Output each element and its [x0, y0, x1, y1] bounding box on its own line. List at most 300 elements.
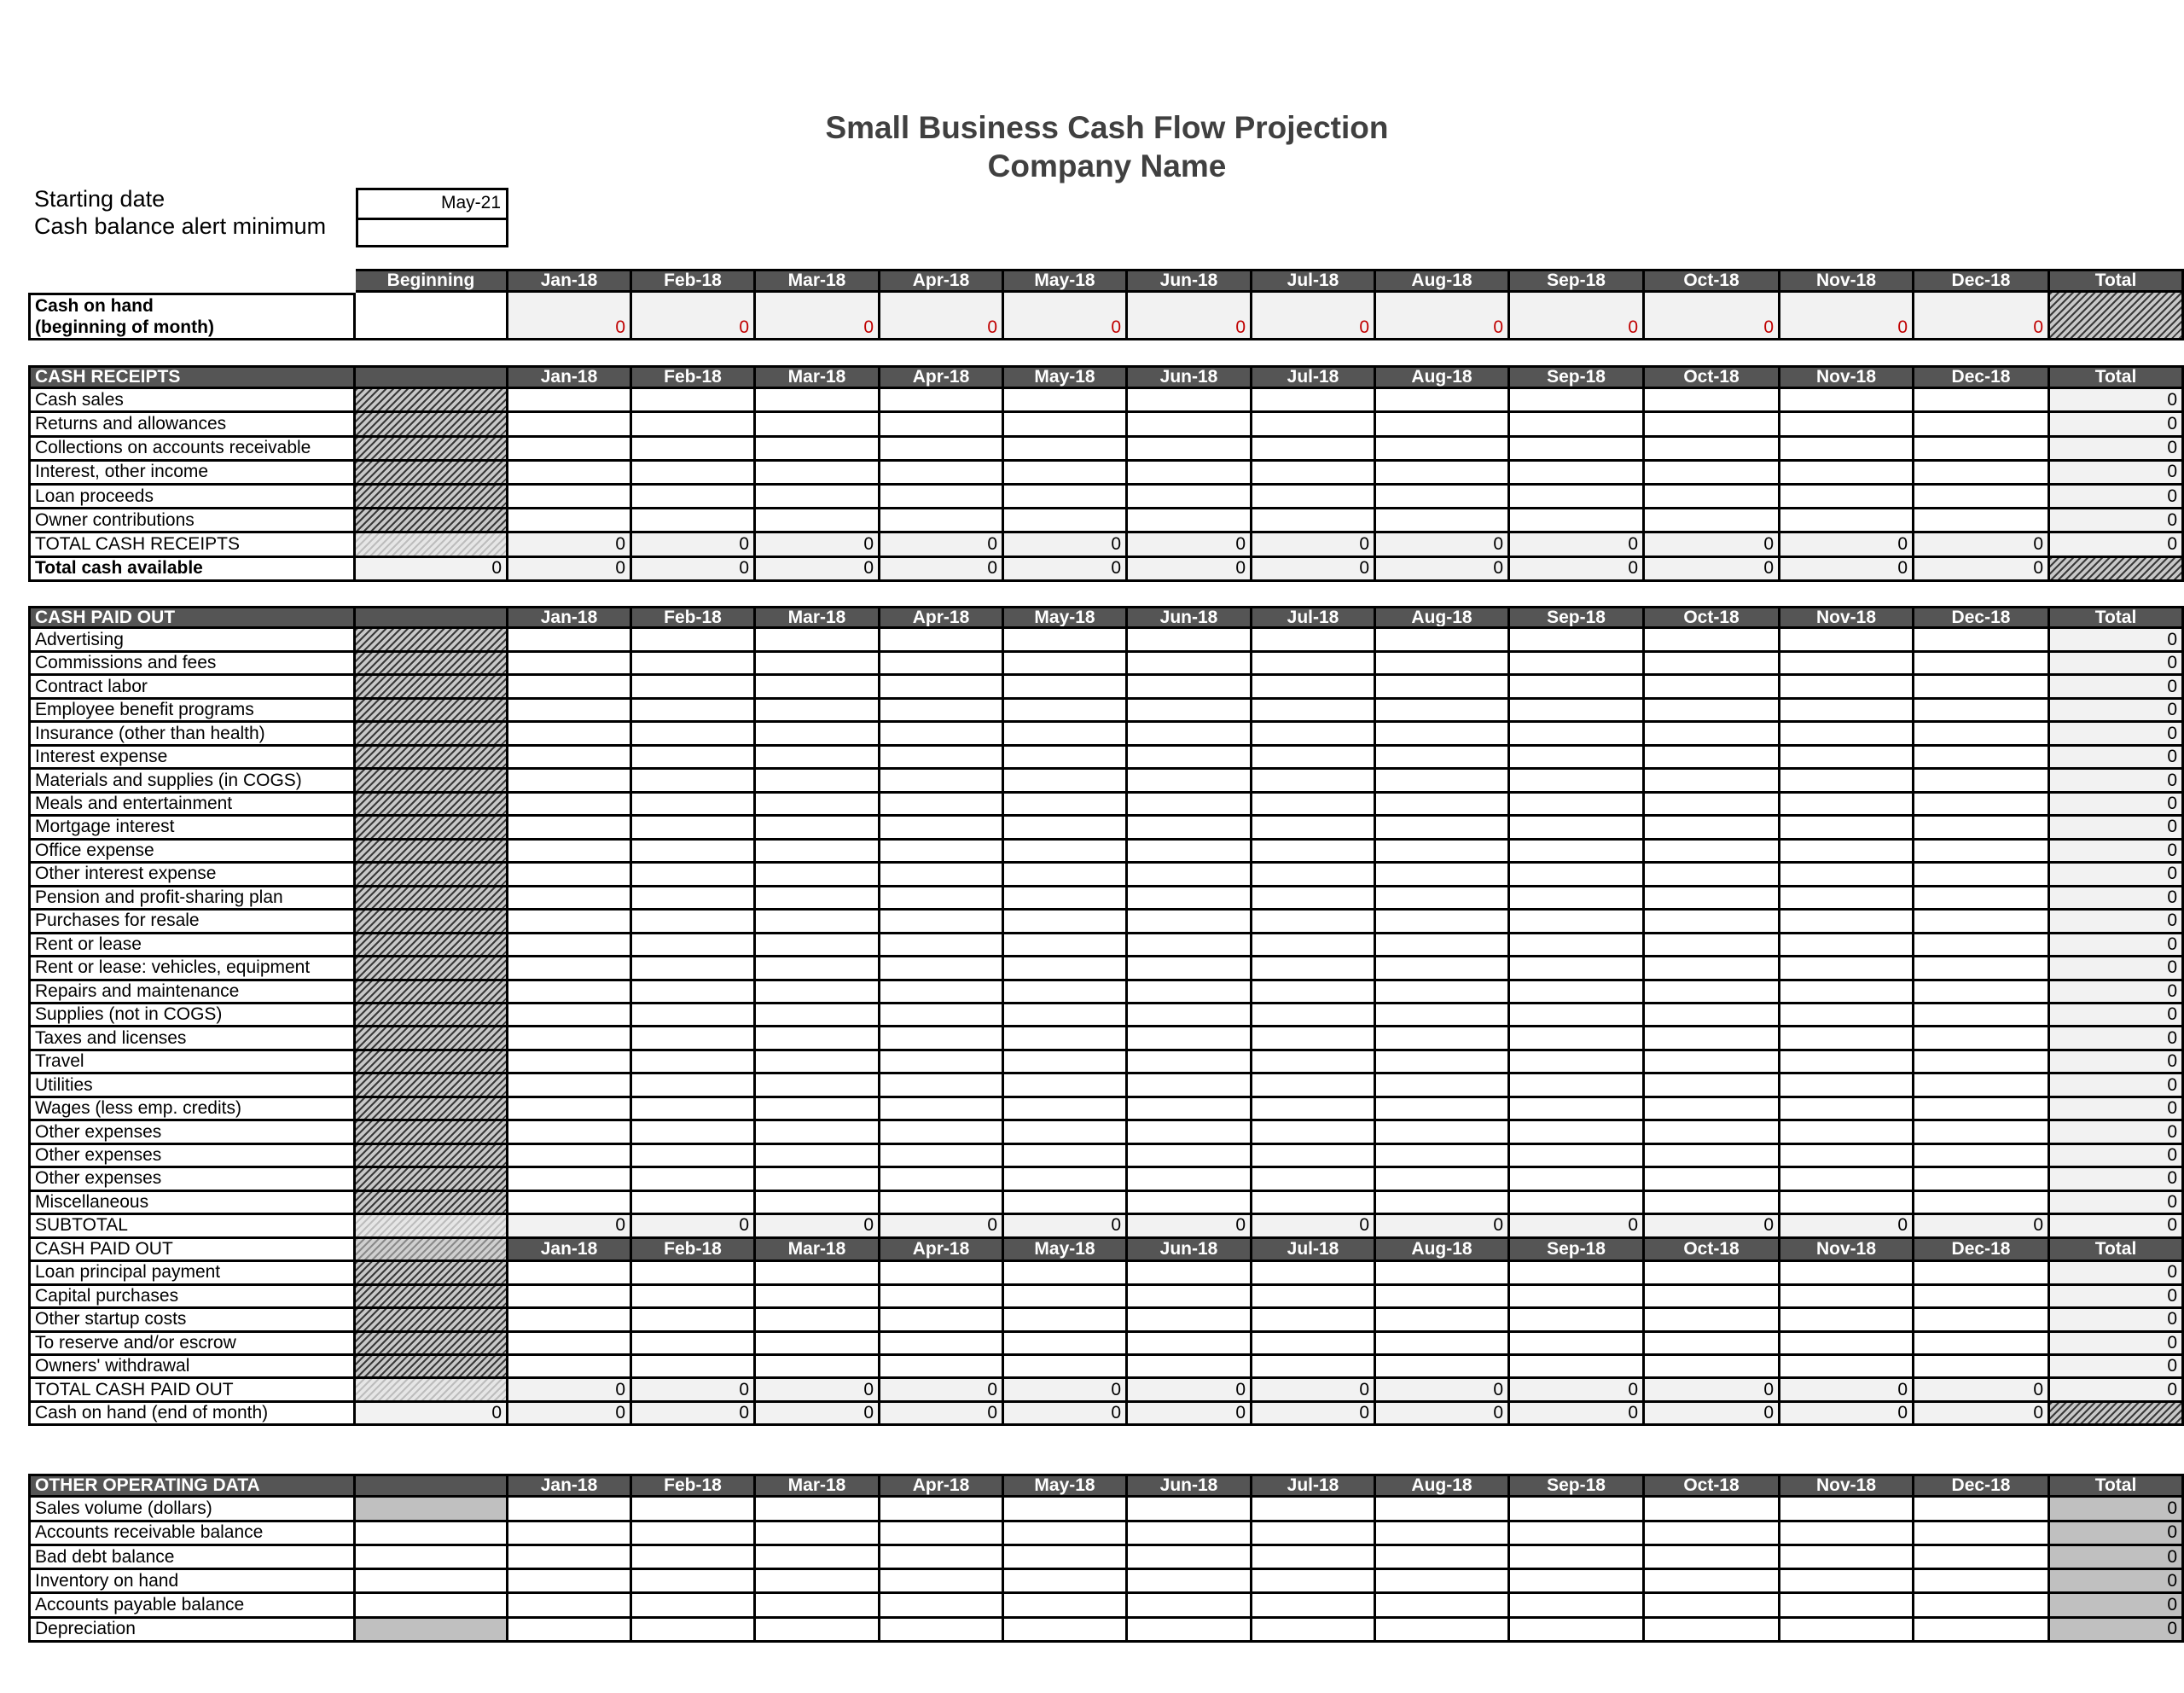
month-cell[interactable] — [632, 462, 756, 486]
month-cell[interactable] — [1645, 389, 1780, 413]
month-cell[interactable] — [1510, 817, 1645, 840]
month-cell[interactable] — [1780, 1356, 1914, 1379]
month-cell[interactable] — [1128, 1356, 1252, 1379]
month-cell[interactable] — [1376, 1594, 1510, 1618]
month-cell[interactable] — [756, 1522, 880, 1546]
month-cell[interactable] — [1914, 794, 2050, 817]
month-cell[interactable] — [1376, 1546, 1510, 1570]
month-cell[interactable] — [1645, 1619, 1780, 1643]
month-cell[interactable] — [1780, 1522, 1914, 1546]
month-cell[interactable] — [1510, 1168, 1645, 1191]
month-cell[interactable] — [1376, 438, 1510, 462]
month-cell[interactable] — [1645, 1051, 1780, 1074]
month-cell[interactable] — [1252, 770, 1376, 793]
month-cell[interactable] — [1376, 1027, 1510, 1050]
month-cell[interactable] — [632, 934, 756, 957]
month-cell[interactable] — [632, 770, 756, 793]
month-cell[interactable] — [1780, 1619, 1914, 1643]
month-cell[interactable] — [1252, 887, 1376, 910]
month-cell[interactable] — [508, 887, 632, 910]
month-cell[interactable] — [1376, 1333, 1510, 1356]
month-cell[interactable] — [1510, 887, 1645, 910]
month-cell[interactable] — [756, 413, 880, 437]
month-cell[interactable] — [1645, 1498, 1780, 1521]
month-cell[interactable] — [1004, 1522, 1128, 1546]
month-cell[interactable] — [1252, 1546, 1376, 1570]
month-cell[interactable] — [1914, 1145, 2050, 1168]
month-cell[interactable] — [1004, 413, 1128, 437]
month-cell[interactable] — [1128, 1570, 1252, 1594]
month-cell[interactable] — [880, 1570, 1004, 1594]
month-cell[interactable] — [1914, 770, 2050, 793]
month-cell[interactable] — [1376, 653, 1510, 676]
month-cell[interactable] — [1510, 438, 1645, 462]
month-cell[interactable] — [1376, 1168, 1510, 1191]
month-cell[interactable] — [508, 1619, 632, 1643]
month-cell[interactable] — [1004, 389, 1128, 413]
starting-date-input[interactable]: May-21 — [440, 193, 501, 212]
month-cell[interactable] — [1914, 413, 2050, 437]
month-cell[interactable] — [508, 486, 632, 509]
month-cell[interactable] — [1510, 1286, 1645, 1309]
month-cell[interactable] — [1252, 1356, 1376, 1379]
month-cell[interactable] — [1004, 1004, 1128, 1027]
month-cell[interactable] — [880, 486, 1004, 509]
cash-alert-input[interactable] — [358, 218, 506, 245]
month-cell[interactable] — [1780, 770, 1914, 793]
month-cell[interactable] — [1914, 438, 2050, 462]
month-cell[interactable] — [880, 981, 1004, 1004]
month-cell[interactable] — [1004, 1098, 1128, 1121]
month-cell[interactable] — [1128, 1546, 1252, 1570]
month-cell[interactable] — [508, 1074, 632, 1097]
month-cell[interactable] — [756, 723, 880, 746]
month-cell[interactable] — [632, 653, 756, 676]
month-cell[interactable] — [1645, 1262, 1780, 1285]
month-cell[interactable] — [632, 1004, 756, 1027]
month-cell[interactable] — [1780, 957, 1914, 980]
month-cell[interactable] — [1128, 841, 1252, 864]
month-cell[interactable] — [508, 957, 632, 980]
month-cell[interactable] — [880, 1121, 1004, 1144]
month-cell[interactable] — [508, 934, 632, 957]
month-cell[interactable] — [756, 841, 880, 864]
month-cell[interactable] — [1914, 1356, 2050, 1379]
month-cell[interactable] — [880, 1356, 1004, 1379]
month-cell[interactable] — [508, 1121, 632, 1144]
month-cell[interactable] — [1780, 1098, 1914, 1121]
month-cell[interactable] — [1252, 389, 1376, 413]
month-cell[interactable] — [1004, 1498, 1128, 1521]
month-cell[interactable] — [1510, 1333, 1645, 1356]
month-cell[interactable] — [1376, 1570, 1510, 1594]
month-cell[interactable] — [1780, 981, 1914, 1004]
month-cell[interactable] — [1914, 817, 2050, 840]
month-cell[interactable] — [756, 1594, 880, 1618]
month-cell[interactable] — [508, 1168, 632, 1191]
month-cell[interactable] — [1645, 981, 1780, 1004]
month-cell[interactable] — [1128, 676, 1252, 699]
month-cell[interactable] — [632, 957, 756, 980]
month-cell[interactable] — [880, 1546, 1004, 1570]
month-cell[interactable] — [1510, 1594, 1645, 1618]
month-cell[interactable] — [1914, 723, 2050, 746]
month-cell[interactable] — [632, 413, 756, 437]
month-cell[interactable] — [1004, 841, 1128, 864]
month-cell[interactable] — [880, 723, 1004, 746]
month-cell[interactable] — [508, 509, 632, 533]
month-cell[interactable] — [1510, 1145, 1645, 1168]
month-cell[interactable] — [1645, 817, 1780, 840]
month-cell[interactable] — [1004, 1546, 1128, 1570]
month-cell[interactable] — [880, 1004, 1004, 1027]
month-cell[interactable] — [508, 413, 632, 437]
month-cell[interactable] — [1780, 723, 1914, 746]
month-cell[interactable] — [1510, 1098, 1645, 1121]
month-cell[interactable] — [1780, 1286, 1914, 1309]
month-cell[interactable] — [1004, 438, 1128, 462]
month-cell[interactable] — [756, 981, 880, 1004]
month-cell[interactable] — [632, 1262, 756, 1285]
month-cell[interactable] — [508, 629, 632, 652]
month-cell[interactable] — [1914, 957, 2050, 980]
month-cell[interactable] — [1645, 1333, 1780, 1356]
month-cell[interactable] — [1004, 864, 1128, 887]
month-cell[interactable] — [756, 934, 880, 957]
month-cell[interactable] — [756, 1145, 880, 1168]
month-cell[interactable] — [1914, 981, 2050, 1004]
month-cell[interactable] — [880, 438, 1004, 462]
month-cell[interactable] — [1780, 747, 1914, 770]
month-cell[interactable] — [1510, 934, 1645, 957]
month-cell[interactable] — [1645, 864, 1780, 887]
month-cell[interactable] — [1128, 723, 1252, 746]
month-cell[interactable] — [880, 1619, 1004, 1643]
month-cell[interactable] — [880, 864, 1004, 887]
month-cell[interactable] — [1914, 629, 2050, 652]
month-cell[interactable] — [1252, 438, 1376, 462]
month-cell[interactable] — [1645, 413, 1780, 437]
month-cell[interactable] — [1252, 462, 1376, 486]
month-cell[interactable] — [508, 1498, 632, 1521]
month-cell[interactable] — [1510, 981, 1645, 1004]
month-cell[interactable] — [1510, 723, 1645, 746]
month-cell[interactable] — [1252, 817, 1376, 840]
month-cell[interactable] — [1510, 864, 1645, 887]
month-cell[interactable] — [756, 887, 880, 910]
month-cell[interactable] — [1645, 1546, 1780, 1570]
month-cell[interactable] — [880, 934, 1004, 957]
month-cell[interactable] — [1376, 389, 1510, 413]
month-cell[interactable] — [1914, 1619, 2050, 1643]
month-cell[interactable] — [1376, 1522, 1510, 1546]
month-cell[interactable] — [1645, 462, 1780, 486]
month-cell[interactable] — [508, 1356, 632, 1379]
month-cell[interactable] — [1128, 509, 1252, 533]
month-cell[interactable] — [880, 1098, 1004, 1121]
month-cell[interactable] — [1128, 413, 1252, 437]
month-cell[interactable] — [1645, 629, 1780, 652]
company-name[interactable]: Company Name — [987, 148, 1227, 183]
month-cell[interactable] — [1645, 770, 1780, 793]
month-cell[interactable] — [1376, 1051, 1510, 1074]
month-cell[interactable] — [1252, 629, 1376, 652]
month-cell[interactable] — [1510, 910, 1645, 934]
month-cell[interactable] — [1780, 700, 1914, 723]
month-cell[interactable] — [880, 1192, 1004, 1215]
month-cell[interactable] — [1510, 700, 1645, 723]
month-cell[interactable] — [1004, 486, 1128, 509]
month-cell[interactable] — [1780, 1546, 1914, 1570]
month-cell[interactable] — [1645, 1286, 1780, 1309]
month-cell[interactable] — [1128, 1074, 1252, 1097]
month-cell[interactable] — [1252, 1192, 1376, 1215]
month-cell[interactable] — [1645, 957, 1780, 980]
month-cell[interactable] — [1004, 700, 1128, 723]
month-cell[interactable] — [1004, 817, 1128, 840]
month-cell[interactable] — [1128, 1286, 1252, 1309]
month-cell[interactable] — [1510, 1356, 1645, 1379]
month-cell[interactable] — [508, 653, 632, 676]
month-cell[interactable] — [756, 1309, 880, 1332]
month-cell[interactable] — [1128, 934, 1252, 957]
month-cell[interactable] — [1252, 1121, 1376, 1144]
month-cell[interactable] — [1376, 462, 1510, 486]
month-cell[interactable] — [1914, 700, 2050, 723]
month-cell[interactable] — [1376, 1498, 1510, 1521]
month-cell[interactable] — [756, 1262, 880, 1285]
month-cell[interactable] — [756, 462, 880, 486]
month-cell[interactable] — [1780, 413, 1914, 437]
month-cell[interactable] — [1252, 1168, 1376, 1191]
month-cell[interactable] — [756, 747, 880, 770]
month-cell[interactable] — [1645, 1145, 1780, 1168]
month-cell[interactable] — [1004, 462, 1128, 486]
month-cell[interactable] — [508, 1333, 632, 1356]
month-cell[interactable] — [632, 794, 756, 817]
month-cell[interactable] — [1914, 1027, 2050, 1050]
month-cell[interactable] — [1004, 934, 1128, 957]
month-cell[interactable] — [1780, 486, 1914, 509]
month-cell[interactable] — [1510, 1498, 1645, 1521]
month-cell[interactable] — [880, 1309, 1004, 1332]
month-cell[interactable] — [756, 1286, 880, 1309]
month-cell[interactable] — [756, 676, 880, 699]
month-cell[interactable] — [1780, 1498, 1914, 1521]
month-cell[interactable] — [1252, 841, 1376, 864]
month-cell[interactable] — [1780, 1168, 1914, 1191]
month-cell[interactable] — [756, 770, 880, 793]
month-cell[interactable] — [1780, 1570, 1914, 1594]
month-cell[interactable] — [632, 389, 756, 413]
month-cell[interactable] — [756, 438, 880, 462]
month-cell[interactable] — [756, 1027, 880, 1050]
month-cell[interactable] — [756, 1333, 880, 1356]
month-cell[interactable] — [1510, 841, 1645, 864]
month-cell[interactable] — [508, 1098, 632, 1121]
month-cell[interactable] — [1128, 1522, 1252, 1546]
month-cell[interactable] — [1004, 887, 1128, 910]
month-cell[interactable] — [1128, 438, 1252, 462]
month-cell[interactable] — [1252, 1619, 1376, 1643]
month-cell[interactable] — [1252, 794, 1376, 817]
beginning-cell[interactable] — [356, 1594, 508, 1618]
month-cell[interactable] — [1645, 1121, 1780, 1144]
month-cell[interactable] — [632, 438, 756, 462]
month-cell[interactable] — [1780, 841, 1914, 864]
month-cell[interactable] — [1376, 700, 1510, 723]
month-cell[interactable] — [508, 1570, 632, 1594]
month-cell[interactable] — [1252, 1145, 1376, 1168]
month-cell[interactable] — [632, 629, 756, 652]
month-cell[interactable] — [1128, 817, 1252, 840]
month-cell[interactable] — [1004, 794, 1128, 817]
month-cell[interactable] — [1376, 864, 1510, 887]
month-cell[interactable] — [1128, 981, 1252, 1004]
beginning-cash-input[interactable] — [356, 293, 508, 340]
month-cell[interactable] — [1645, 910, 1780, 934]
month-cell[interactable] — [1780, 1004, 1914, 1027]
month-cell[interactable] — [1252, 1594, 1376, 1618]
month-cell[interactable] — [1252, 676, 1376, 699]
month-cell[interactable] — [508, 747, 632, 770]
month-cell[interactable] — [1780, 1333, 1914, 1356]
month-cell[interactable] — [632, 1074, 756, 1097]
month-cell[interactable] — [508, 1309, 632, 1332]
month-cell[interactable] — [1376, 1145, 1510, 1168]
month-cell[interactable] — [880, 747, 1004, 770]
month-cell[interactable] — [1510, 653, 1645, 676]
month-cell[interactable] — [632, 486, 756, 509]
month-cell[interactable] — [632, 1498, 756, 1521]
month-cell[interactable] — [1004, 1333, 1128, 1356]
month-cell[interactable] — [1376, 1356, 1510, 1379]
month-cell[interactable] — [756, 653, 880, 676]
month-cell[interactable] — [880, 794, 1004, 817]
month-cell[interactable] — [508, 1004, 632, 1027]
month-cell[interactable] — [880, 910, 1004, 934]
month-cell[interactable] — [1376, 841, 1510, 864]
month-cell[interactable] — [1252, 509, 1376, 533]
month-cell[interactable] — [1645, 1356, 1780, 1379]
month-cell[interactable] — [1128, 910, 1252, 934]
month-cell[interactable] — [1252, 653, 1376, 676]
month-cell[interactable] — [1128, 1498, 1252, 1521]
month-cell[interactable] — [1645, 1192, 1780, 1215]
month-cell[interactable] — [1128, 1145, 1252, 1168]
month-cell[interactable] — [1914, 1498, 2050, 1521]
month-cell[interactable] — [632, 841, 756, 864]
month-cell[interactable] — [1914, 486, 2050, 509]
month-cell[interactable] — [1004, 1051, 1128, 1074]
month-cell[interactable] — [1004, 957, 1128, 980]
month-cell[interactable] — [1645, 1098, 1780, 1121]
month-cell[interactable] — [1252, 1333, 1376, 1356]
month-cell[interactable] — [1128, 1309, 1252, 1332]
month-cell[interactable] — [1128, 1098, 1252, 1121]
month-cell[interactable] — [1510, 1546, 1645, 1570]
month-cell[interactable] — [1645, 1027, 1780, 1050]
month-cell[interactable] — [1376, 1121, 1510, 1144]
month-cell[interactable] — [880, 676, 1004, 699]
month-cell[interactable] — [880, 653, 1004, 676]
month-cell[interactable] — [1914, 1546, 2050, 1570]
month-cell[interactable] — [1914, 1168, 2050, 1191]
month-cell[interactable] — [1510, 794, 1645, 817]
month-cell[interactable] — [632, 1333, 756, 1356]
month-cell[interactable] — [1914, 1121, 2050, 1144]
month-cell[interactable] — [1376, 509, 1510, 533]
month-cell[interactable] — [1780, 1027, 1914, 1050]
month-cell[interactable] — [880, 841, 1004, 864]
month-cell[interactable] — [508, 438, 632, 462]
month-cell[interactable] — [1645, 934, 1780, 957]
month-cell[interactable] — [880, 629, 1004, 652]
month-cell[interactable] — [508, 1522, 632, 1546]
month-cell[interactable] — [1004, 629, 1128, 652]
month-cell[interactable] — [1252, 1051, 1376, 1074]
month-cell[interactable] — [1510, 676, 1645, 699]
month-cell[interactable] — [1780, 934, 1914, 957]
month-cell[interactable] — [1252, 1498, 1376, 1521]
month-cell[interactable] — [632, 910, 756, 934]
month-cell[interactable] — [1510, 629, 1645, 652]
month-cell[interactable] — [1645, 841, 1780, 864]
month-cell[interactable] — [508, 1546, 632, 1570]
month-cell[interactable] — [1004, 1286, 1128, 1309]
month-cell[interactable] — [1128, 770, 1252, 793]
month-cell[interactable] — [1645, 794, 1780, 817]
month-cell[interactable] — [1780, 629, 1914, 652]
month-cell[interactable] — [1128, 1051, 1252, 1074]
month-cell[interactable] — [508, 1051, 632, 1074]
month-cell[interactable] — [1914, 1074, 2050, 1097]
month-cell[interactable] — [1376, 676, 1510, 699]
month-cell[interactable] — [880, 700, 1004, 723]
month-cell[interactable] — [880, 1074, 1004, 1097]
month-cell[interactable] — [1780, 794, 1914, 817]
month-cell[interactable] — [1780, 1309, 1914, 1332]
month-cell[interactable] — [1914, 1051, 2050, 1074]
month-cell[interactable] — [632, 1570, 756, 1594]
month-cell[interactable] — [1780, 389, 1914, 413]
month-cell[interactable] — [1914, 653, 2050, 676]
month-cell[interactable] — [1128, 1004, 1252, 1027]
month-cell[interactable] — [1510, 1192, 1645, 1215]
month-cell[interactable] — [1914, 676, 2050, 699]
month-cell[interactable] — [1510, 1262, 1645, 1285]
month-cell[interactable] — [1645, 1309, 1780, 1332]
month-cell[interactable] — [632, 981, 756, 1004]
month-cell[interactable] — [1510, 1004, 1645, 1027]
month-cell[interactable] — [880, 1286, 1004, 1309]
month-cell[interactable] — [1376, 486, 1510, 509]
month-cell[interactable] — [1510, 486, 1645, 509]
month-cell[interactable] — [880, 1522, 1004, 1546]
month-cell[interactable] — [1128, 1192, 1252, 1215]
month-cell[interactable] — [1780, 1145, 1914, 1168]
month-cell[interactable] — [508, 462, 632, 486]
month-cell[interactable] — [1252, 486, 1376, 509]
month-cell[interactable] — [1780, 676, 1914, 699]
month-cell[interactable] — [1128, 1594, 1252, 1618]
month-cell[interactable] — [1645, 1570, 1780, 1594]
month-cell[interactable] — [1510, 1051, 1645, 1074]
month-cell[interactable] — [1252, 723, 1376, 746]
month-cell[interactable] — [756, 629, 880, 652]
month-cell[interactable] — [1376, 629, 1510, 652]
month-cell[interactable] — [1252, 864, 1376, 887]
